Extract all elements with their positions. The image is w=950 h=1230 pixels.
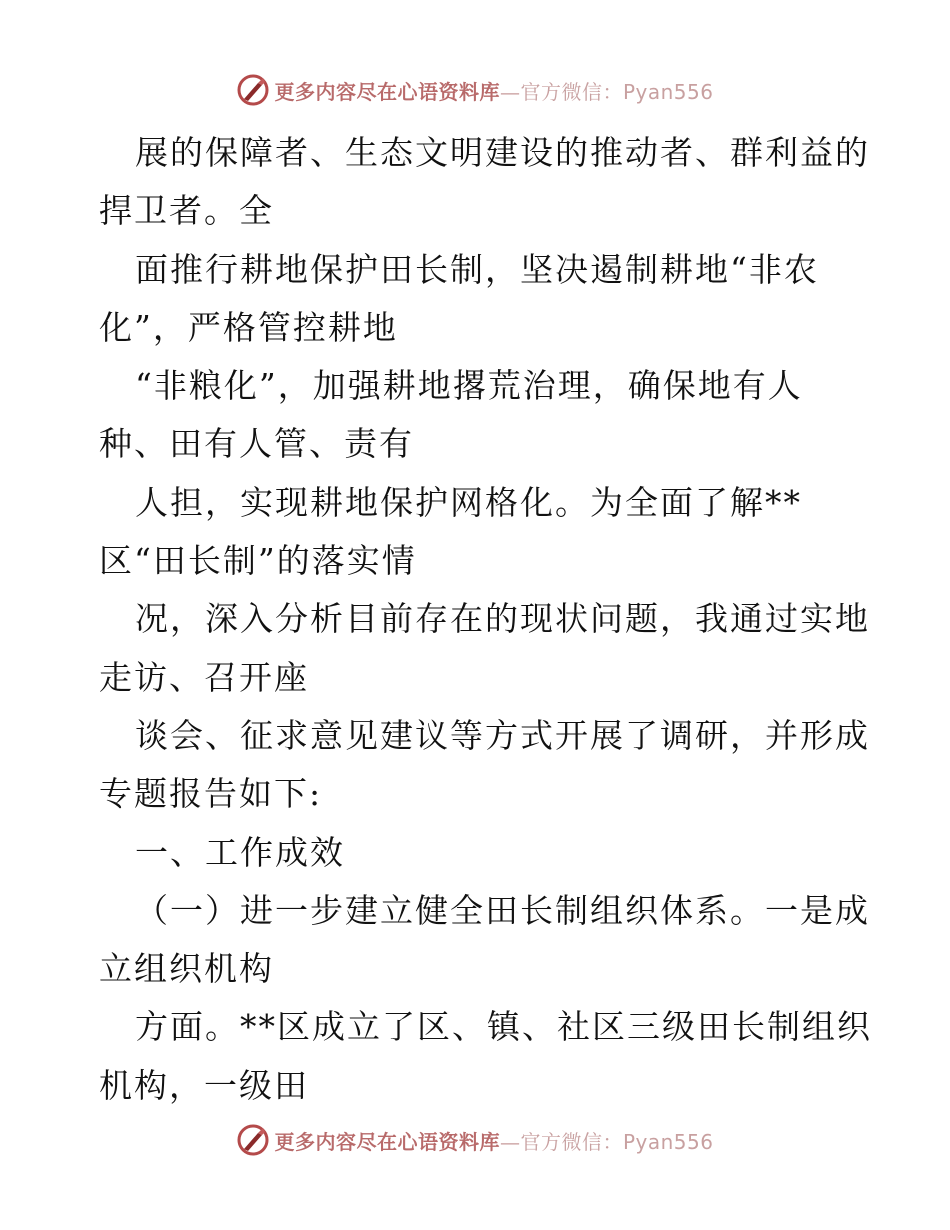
text-line: 面推行耕地保护田长制，坚决遏制耕地“非农 (135, 249, 819, 289)
text-line: （一）进一步建立健全田长制组织体系。一是成 (135, 890, 870, 930)
text-line: 种、田有人管、责有 (99, 424, 414, 464)
text-line: 捍卫者。全 (99, 191, 274, 231)
text-line: 方面。**区成立了区、镇、社区三级田长制组织 (135, 1007, 872, 1047)
header-brand: 更多内容尽在心语资料库 (274, 79, 500, 104)
footer-separator: — (499, 1129, 521, 1154)
header-wechat: 官方微信：Pyan556 (520, 79, 714, 104)
footer-text (274, 1126, 713, 1155)
text-line: 立组织机构 (99, 949, 274, 989)
header-text (274, 76, 713, 105)
text-line: 机构，一级田 (99, 1065, 309, 1105)
text-line: 展的保障者、生态文明建设的推动者、群利益的 (135, 133, 870, 172)
footer-wechat: 官方微信：Pyan556 (520, 1129, 714, 1154)
pen-logo-icon (236, 73, 270, 107)
text-line: 人担，实现耕地保护网格化。为全面了解** (135, 482, 802, 522)
footer-brand: 更多内容尽在心语资料库 (274, 1129, 500, 1154)
text-line: 区“田长制”的落实情 (99, 541, 417, 581)
text-line: 一、工作成效 (135, 832, 345, 872)
header-banner (0, 70, 950, 110)
pen-logo-icon (236, 1123, 270, 1157)
footer-banner (0, 1120, 950, 1160)
text-line: “非粮化”，加强耕地撂荒治理，确保地有人 (135, 366, 803, 406)
text-line: 谈会、征求意见建议等方式开展了调研，并形成 (135, 715, 870, 755)
header-separator: — (499, 79, 521, 104)
text-line: 专题报告如下: (99, 774, 323, 814)
text-line: 走访、召开座 (99, 657, 309, 697)
document-body (99, 124, 872, 1115)
text-line: 况，深入分析目前存在的现状问题，我通过实地 (135, 599, 870, 639)
text-line: 化”，严格管控耕地 (99, 307, 398, 347)
